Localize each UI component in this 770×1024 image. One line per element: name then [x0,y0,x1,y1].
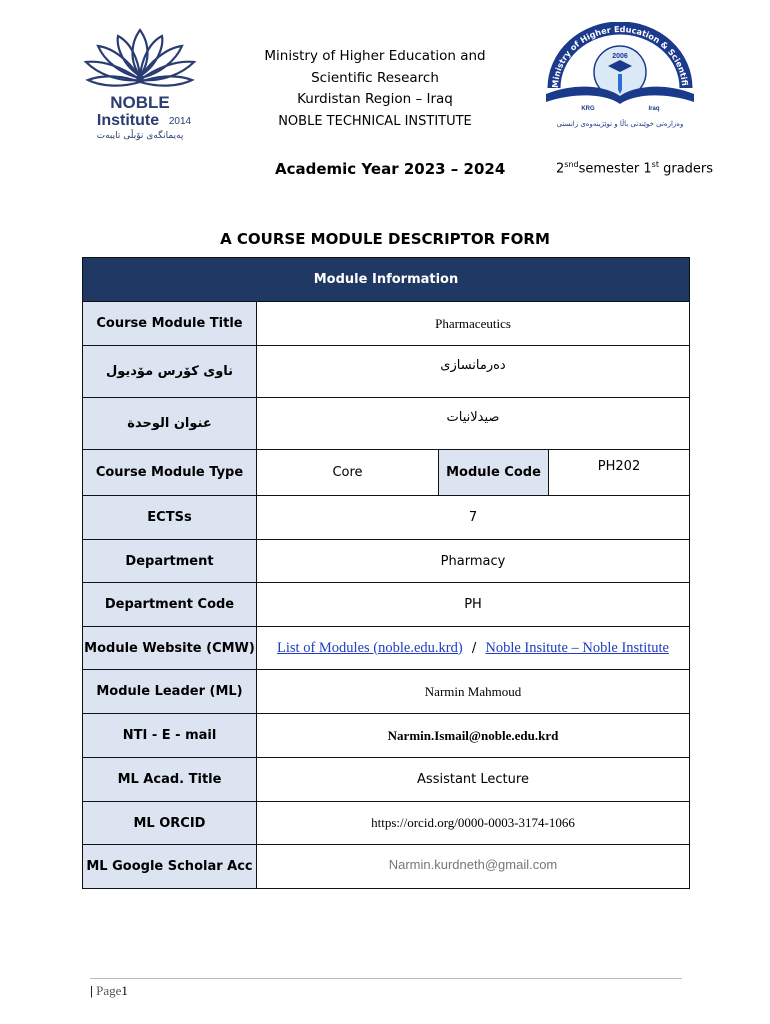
page-label: Page [96,983,122,998]
page-footer [90,983,128,999]
noble-institute-logo [72,22,208,142]
module-leader-value: Narmin Mahmoud [257,670,690,714]
module-website-label: Module Website (CMW) [83,627,257,670]
table-row [83,802,690,845]
orcid-label: ML ORCID [83,802,257,845]
module-code-label: Module Code [439,450,549,496]
course-title-label: Course Module Title [83,302,257,346]
module-type-value: Core [257,450,439,496]
acad-title-label: ML Acad. Title [83,758,257,802]
department-code-value: PH [257,583,690,627]
email-label: NTI - E - mail [83,714,257,758]
ects-label: ECTSs [83,496,257,540]
table-row [83,670,690,714]
header-block [250,46,500,132]
footer-bar: | [90,983,93,998]
arabic-title-label: عنوان الوحدة [83,398,257,450]
ministry-logo [536,22,704,134]
table-row [83,583,690,627]
seal-arc-text: Ministry of Higher Education & Scientifi [549,23,691,89]
semester-mid: semester 1 [578,161,652,177]
department-label: Department [83,540,257,583]
kurdish-title-label: ناوی کۆرس مۆدیول [83,346,257,398]
lotus-icon [72,22,208,142]
table-row [83,346,690,398]
table-row [83,845,690,889]
arabic-title-value: صيدلانيات [257,398,690,450]
module-type-label: Course Module Type [83,450,257,496]
ministry-line1: Ministry of Higher Education and [264,48,486,64]
seal-year: 2006 [612,53,628,60]
kurdish-title-value: دەرمانسازی [257,346,690,398]
department-code-label: Department Code [83,583,257,627]
logo-year: 2014 [168,116,192,127]
scholar-label: ML Google Scholar Acc [83,845,257,889]
institute-name: NOBLE TECHNICAL INSTITUTE [278,113,472,129]
logo-sub: Institute [96,112,160,129]
ects-value: 7 [257,496,690,540]
seal-kurdish: وەزارەتی خوێندنی باڵا و توێژینەوەی زانستی [556,120,684,128]
form-title: A COURSE MODULE DESCRIPTOR FORM [220,230,550,248]
website-separator: / [471,640,477,656]
table-row [83,302,690,346]
semester-post: graders [658,161,714,177]
table-row [83,496,690,540]
acad-title-value: Assistant Lecture [257,758,690,802]
logo-name: NOBLE [110,93,170,112]
module-info-banner: Module Information [83,258,690,302]
course-title-value: Pharmaceutics [257,302,690,346]
table-row [83,714,690,758]
seal-right-band: Iraq [648,106,660,112]
table-row [83,450,690,496]
ministry-line2: Scientific Research [311,69,439,86]
logo-kurdish: پەیمانگەی نۆبڵی تایبەت [96,131,184,141]
region-line: Kurdistan Region – Iraq [297,91,453,107]
page-number: 1 [121,983,128,998]
module-leader-label: Module Leader (ML) [83,670,257,714]
semester-info [556,160,713,176]
ministry-seal-icon [536,22,704,134]
academic-year: Academic Year 2023 – 2024 [275,160,506,178]
semester-sup2: st [651,160,659,169]
table-row [83,627,690,670]
table-row [83,398,690,450]
table-row [83,758,690,802]
noble-institute-link[interactable]: Noble Insitute – Noble Institute [485,639,669,656]
module-info-table [82,257,690,889]
scholar-value: Narmin.kurdneth@gmail.com [257,845,690,889]
table-row [83,540,690,583]
list-of-modules-link[interactable]: List of Modules (noble.edu.krd) [277,639,463,656]
seal-left-band: KRG [581,106,595,112]
module-website-value [257,627,690,670]
footer-divider [90,978,682,979]
orcid-value: https://orcid.org/0000-0003-3174-1066 [257,802,690,845]
module-code-value: PH202 [549,450,690,496]
department-value: Pharmacy [257,540,690,583]
email-value: Narmin.Ismail@noble.edu.krd [257,714,690,758]
semester-sup1: snd [564,160,579,169]
semester-pre: 2 [556,161,565,177]
